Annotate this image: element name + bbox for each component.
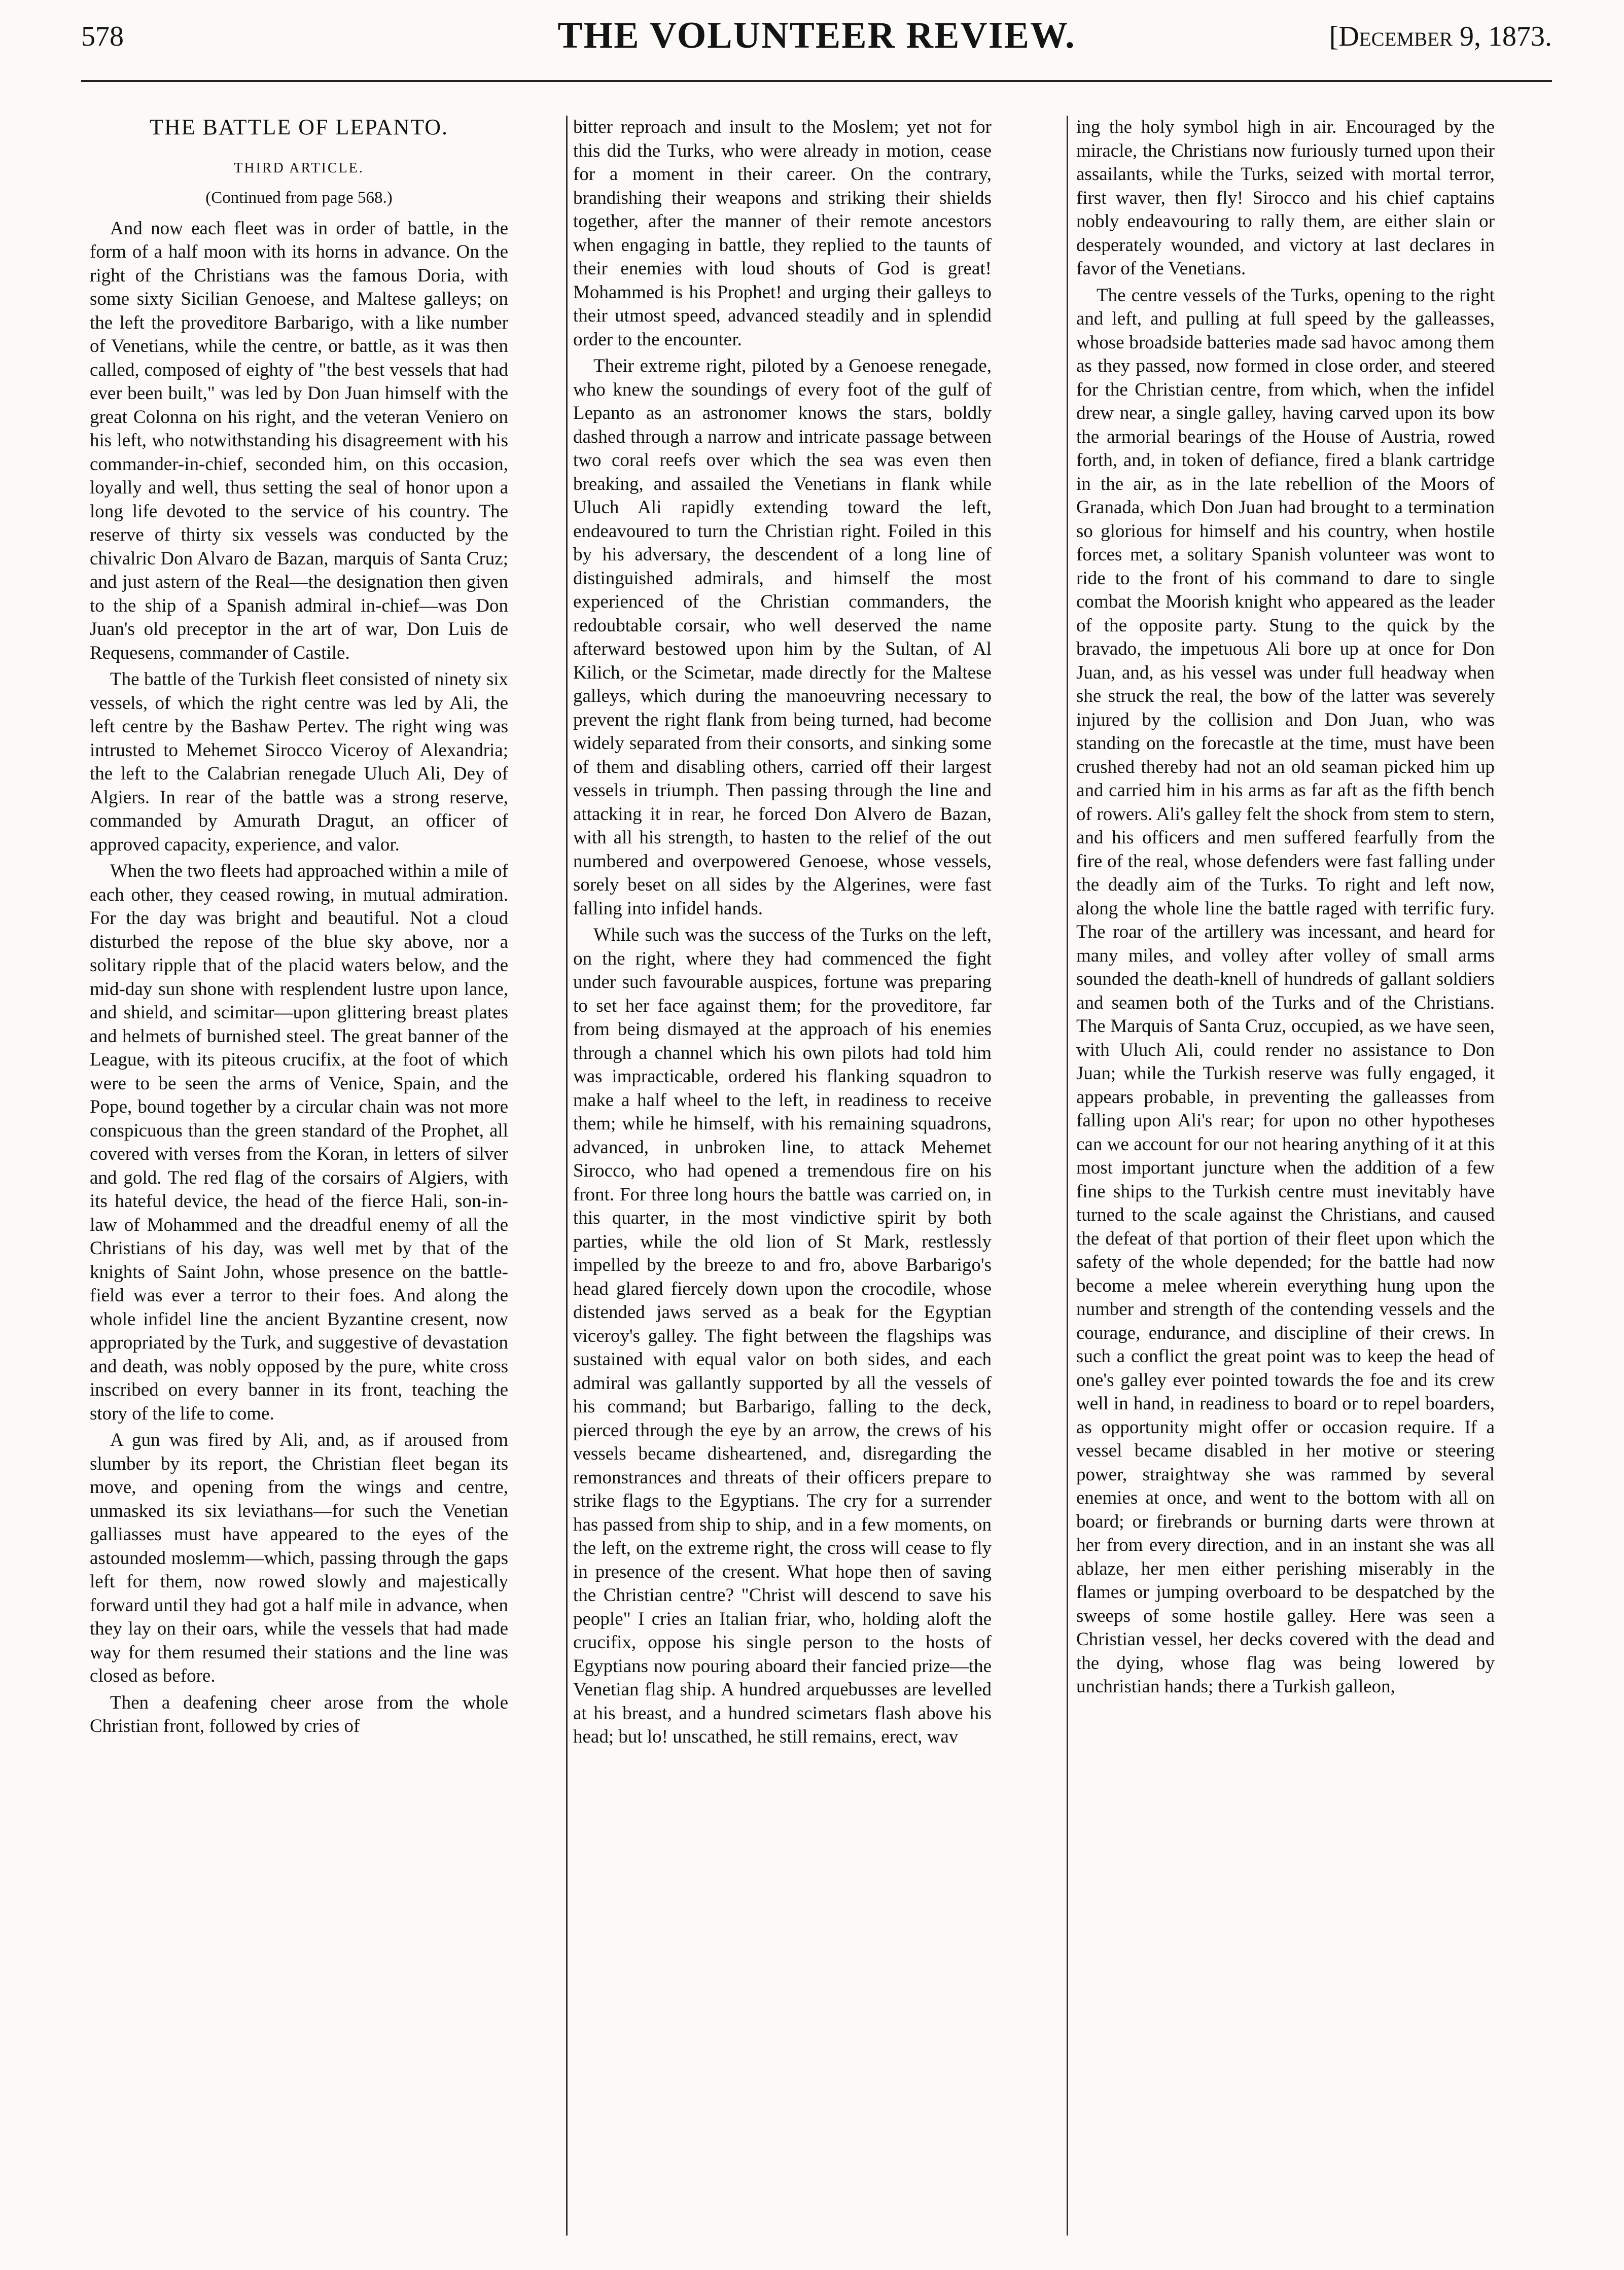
paragraph: Then a deafening cheer arose from the whole Christian front, followed by cries of — [90, 1692, 508, 1736]
paragraph: A gun was fired by Ali, and, as if aroused from slumber by its report, the Christian fleet began its move, and opening from the wings and centre, unmasked its six leviathans—for such the Venetian galliasses must have appeared to the eyes of the astounded moslemm—which, passing through the gaps left for them, now rowed slowly and majestically forward until they had got a half mile in advance, when they lay on their oars, while the vessels that had made way for them resumed their stations and the line was closed as before. — [90, 1430, 508, 1686]
paragraph: The centre vessels of the Turks, opening to the right and left, and pulling at full speed by the galleasses, whose broadside batteries made sad havoc among them as they passed, now formed in close order, and steered for the Christian centre, from which, when the infidel drew near, a single galley, having carved upon its bow the armorial bearings of the House of Austria, rowed forth, and, in token of defiance, fired a blank cartridge in the air, as in the late rebellion of the Moors of Granada, which Don Juan had brought to a termination so glorious for himself and his country, when hostile forces met, a solitary Spanish volunteer was wont to ride to the front of his command to dare to single combat the Moorish knight who appeared as the leader of the opposite party. Stung to the quick by the bravado, the impetuous Ali bore up at once for Don Juan, and, as his vessel was under full headway when she struck the real, the bow of the latter was severely injured by the collision and Don Juan, who was standing on the forecastle at the time, must have been crushed thereby had not an old seaman picked him up and carried him in his arms as far aft as the fifth bench of rowers. Ali's galley felt the shock from stem to stern, and his officers and men suffered fearfully from the fire of the real, whose defenders were fast falling under the deadly aim of the Turks. To right and left now, along the whole line the battle raged with terrific fury. The roar of the artillery was incessant, and heard for many miles, and volley after volley of small arms sounded the death-knell of hundreds of gallant soldiers and seamen both of the Turks and of the Christians. The Marquis of Santa Cruz, occupied, as we have seen, with Uluch Ali, could render no assistance to Don Juan; while the Turkish reserve was fully engaged, it appears probable, in preventing the galleasses from falling upon Ali's rear; for upon no other hypotheses can we account for our not hearing anything of it at this most important juncture when the addition of a few fine ships to the Turkish centre must inevitably have turned to the scale against the Christians, and caused the defeat of that portion of their fleet upon which the safety of the whole depended; for the battle had now become a melee wherein everything hung upon the number and strength of the contending vessels and the courage, endurance, and discipline of their crews. In such a conflict the great point was to keep the head of one's galley ever pointed towards the foe and its crew well in hand, in readiness to board or to repel boarders, as opportunity might offer or occasion require. If a vessel became disabled in her motive or steering power, straightway she was rammed by several enemies at once, and went to the bottom with all on board; or firebrands or burning darts were thrown at her from every direction, and in an instant she was all ablaze, her men either perishing miserably in the flames or jumping overboard to be despatched by the sweeps of some hostile galley. Here was seen a Christian vessel, her decks covered with the dead and the dying, whose flag was being lowered by unchristian hands; there a Turkish galleon, — [1076, 285, 1495, 1697]
paragraph: While such was the success of the Turks on the left, on the right, where they had commenced the fight under such favourable auspices, fortune was preparing to set her face against them; for the proveditore, far from being dismayed at the approach of his enemies through a channel which his own pilots had told him was impracticable, ordered his flanking squadron to make a half wheel to the left, in readiness to receive them; while he himself, with his remaining squadrons, advanced, in unbroken line, to attack Mehemet Sirocco, who had opened a tremendous fire on his front. For three long hours the battle was carried on, in this quarter, in the most vindictive spirit by both parties, while the old lion of St Mark, restlessly impelled by the breeze to and fro, above Barbarigo's head glared fiercely down upon the crocodile, whose distended jaws served as a beak for the Egyptian viceroy's galley. The fight between the flagships was sustained with equal valor on both sides, and each admiral was gallantly supported by all the vessels of his command; but Barbarigo, falling to the deck, pierced through the eye by an arrow, the crews of his vessels became disheartened, and, disregarding the remonstrances and threats of their officers prepare to strike flags to the Egyptians. The cry for a surrender has passed from ship to ship, and in a few moments, on the left, on the extreme right, the cross will cease to fly in presence of the cresent. What hope then of saving the Christian centre? "Christ will descend to save his people" I cries an Italian friar, who, holding aloft the crucifix, oppose his single person to the hosts of Egyptians now pouring aboard their fancied prize—the Venetian flag ship. A hundred arquebusses are levelled at his breast, and a hundred scimetars flash above his head; but lo! unscathed, he still remains, erect, wav — [573, 925, 992, 1747]
paragraph: And now each fleet was in order of battle, in the form of a half moon with its horns in advance. On the right of the Christians was the famous Doria, with some sixty Sicilian Genoese, and Maltese galleys; on the left the proveditore Barbarigo, with a like number of Venetians, while the centre, or battle, as it was then called, composed of eighty of "the best vessels that had ever been built," was led by Don Juan himself with the great Colonna on his right, and the veteran Veniero on his left, who notwithstanding his disagreement with his commander-in-chief, seconded him, on this occasion, loyally and well, thus setting the seal of honor upon a long life devoted to the service of his country. The reserve of thirty six vessels was conducted by the chivalric Don Alvaro de Bazan, marquis of Santa Cruz; and just astern of the Real—the designation then given to the ship of a Spanish admiral in-chief—was Don Juan's old preceptor in the art of war, Don Luis de Requesens, commander of Castile. — [90, 218, 508, 663]
column-divider — [1067, 116, 1068, 2236]
column-1 — [90, 116, 508, 2225]
continued-note: (Continued from page 568.) — [205, 189, 393, 207]
masthead-title: THE VOLUNTEER REVIEW. — [557, 15, 1076, 56]
column-3 — [1076, 116, 1495, 2225]
paragraph: ing the holy symbol high in air. Encouraged by the miracle, the Christians now furiously turned upon their assailants, while the Turks, seized with mortal terror, first waver, then fly! Sirocco and his chief captains nobly endeavouring to rally them, are either slain or desperately wounded, and victory at last declares in favor of the Venetians. — [1076, 117, 1495, 279]
issue-date: [December 9, 1873. — [1329, 21, 1552, 52]
paragraph: The battle of the Turkish fleet consisted of ninety six vessels, of which the right centre was led by Ali, the left centre by the Bashaw Pertev. The right wing was intrusted to Mehemet Sirocco Viceroy of Alexandria; the left to the Calabrian renegade Uluch Ali, Dey of Algiers. In rear of the battle was a strong reserve, commanded by Amurath Dragut, an officer of approved capacity, experience, and valor. — [90, 669, 508, 855]
page-header — [81, 9, 1552, 82]
column-divider — [566, 116, 568, 2236]
article-title: THE BATTLE OF LEPANTO. — [149, 116, 449, 139]
paragraph: Their extreme right, piloted by a Genoese renegade, who knew the soundings of every foot of the gulf of Lepanto as an astronomer knows the stars, boldly dashed through a narrow and intricate passage between two coral reefs over which the sea was even then breaking, and assailed the Venetians in flank while Uluch Ali rapidly extending toward the left, endeavoured to turn the Christian right. Foiled in this by his adversary, the descendent of a long line of distinguished admirals, and himself the most experienced of the Christian commanders, the redoubtable corsair, who well deserved the name afterward bestowed upon him by the Sultan, of Al Kilich, or the Scimetar, made directly for the Maltese galleys, which during the manoeuvring necessary to prevent the right flank from being turned, had become widely separated from their consorts, and sinking some of them and disabling others, carried off their largest vessels in triumph. Then passing through the line and attacking it in rear, he forced Don Alvero de Bazan, with all his strength, to hasten to the relief of the out numbered and overpowered Genoese, whose vessels, sorely beset on all sides by the Algerines, were fast falling into infidel hands. — [573, 356, 992, 919]
column-2 — [573, 116, 992, 2225]
paragraph: bitter reproach and insult to the Moslem; yet not for this did the Turks, who were already in motion, cease for a moment in their career. On the contrary, brandishing their weapons and striking their shields together, after the manner of their remote ancestors when engaging in battle, they replied to the taunts of their enemies with loud shouts of God is great! Mohammed is his Prophet! and urging their galleys to their utmost speed, advanced steadily and in splendid order to the encounter. — [573, 117, 992, 350]
page-number: 578 — [81, 21, 124, 52]
article-subtitle: THIRD ARTICLE. — [234, 160, 364, 176]
paragraph: When the two fleets had approached within a mile of each other, they ceased rowing, in mutual admiration. For the day was bright and beautiful. Not a cloud disturbed the repose of the blue sky above, nor a solitary ripple that of the placid waters below, and the mid-day sun shone with resplendent lustre upon lance, and shield, and scimitar—upon glittering breast plates and helmets of burnished steel. The great banner of the League, with its piteous crucifix, at the foot of which were to be seen the arms of Venice, Spain, and the Pope, bound together by a circular chain was not more conspicuous than the green standard of the Prophet, all covered with verses from the Koran, in letters of silver and gold. The red flag of the corsairs of Algiers, with its hateful device, the head of the fierce Hali, son-in-law of Mohammed and the dreadful enemy of all the Christians of his day, was well met by that of the knights of Saint John, whose presence on the battle-field was ever a terror to their foes. And along the whole infidel line the ancient Byzantine cresent, now appropriated by the Turk, and suggestive of devastation and death, was nobly opposed by the pure, white cross inscribed on every banner in its front, teaching the story of the life to come. — [90, 861, 508, 1424]
